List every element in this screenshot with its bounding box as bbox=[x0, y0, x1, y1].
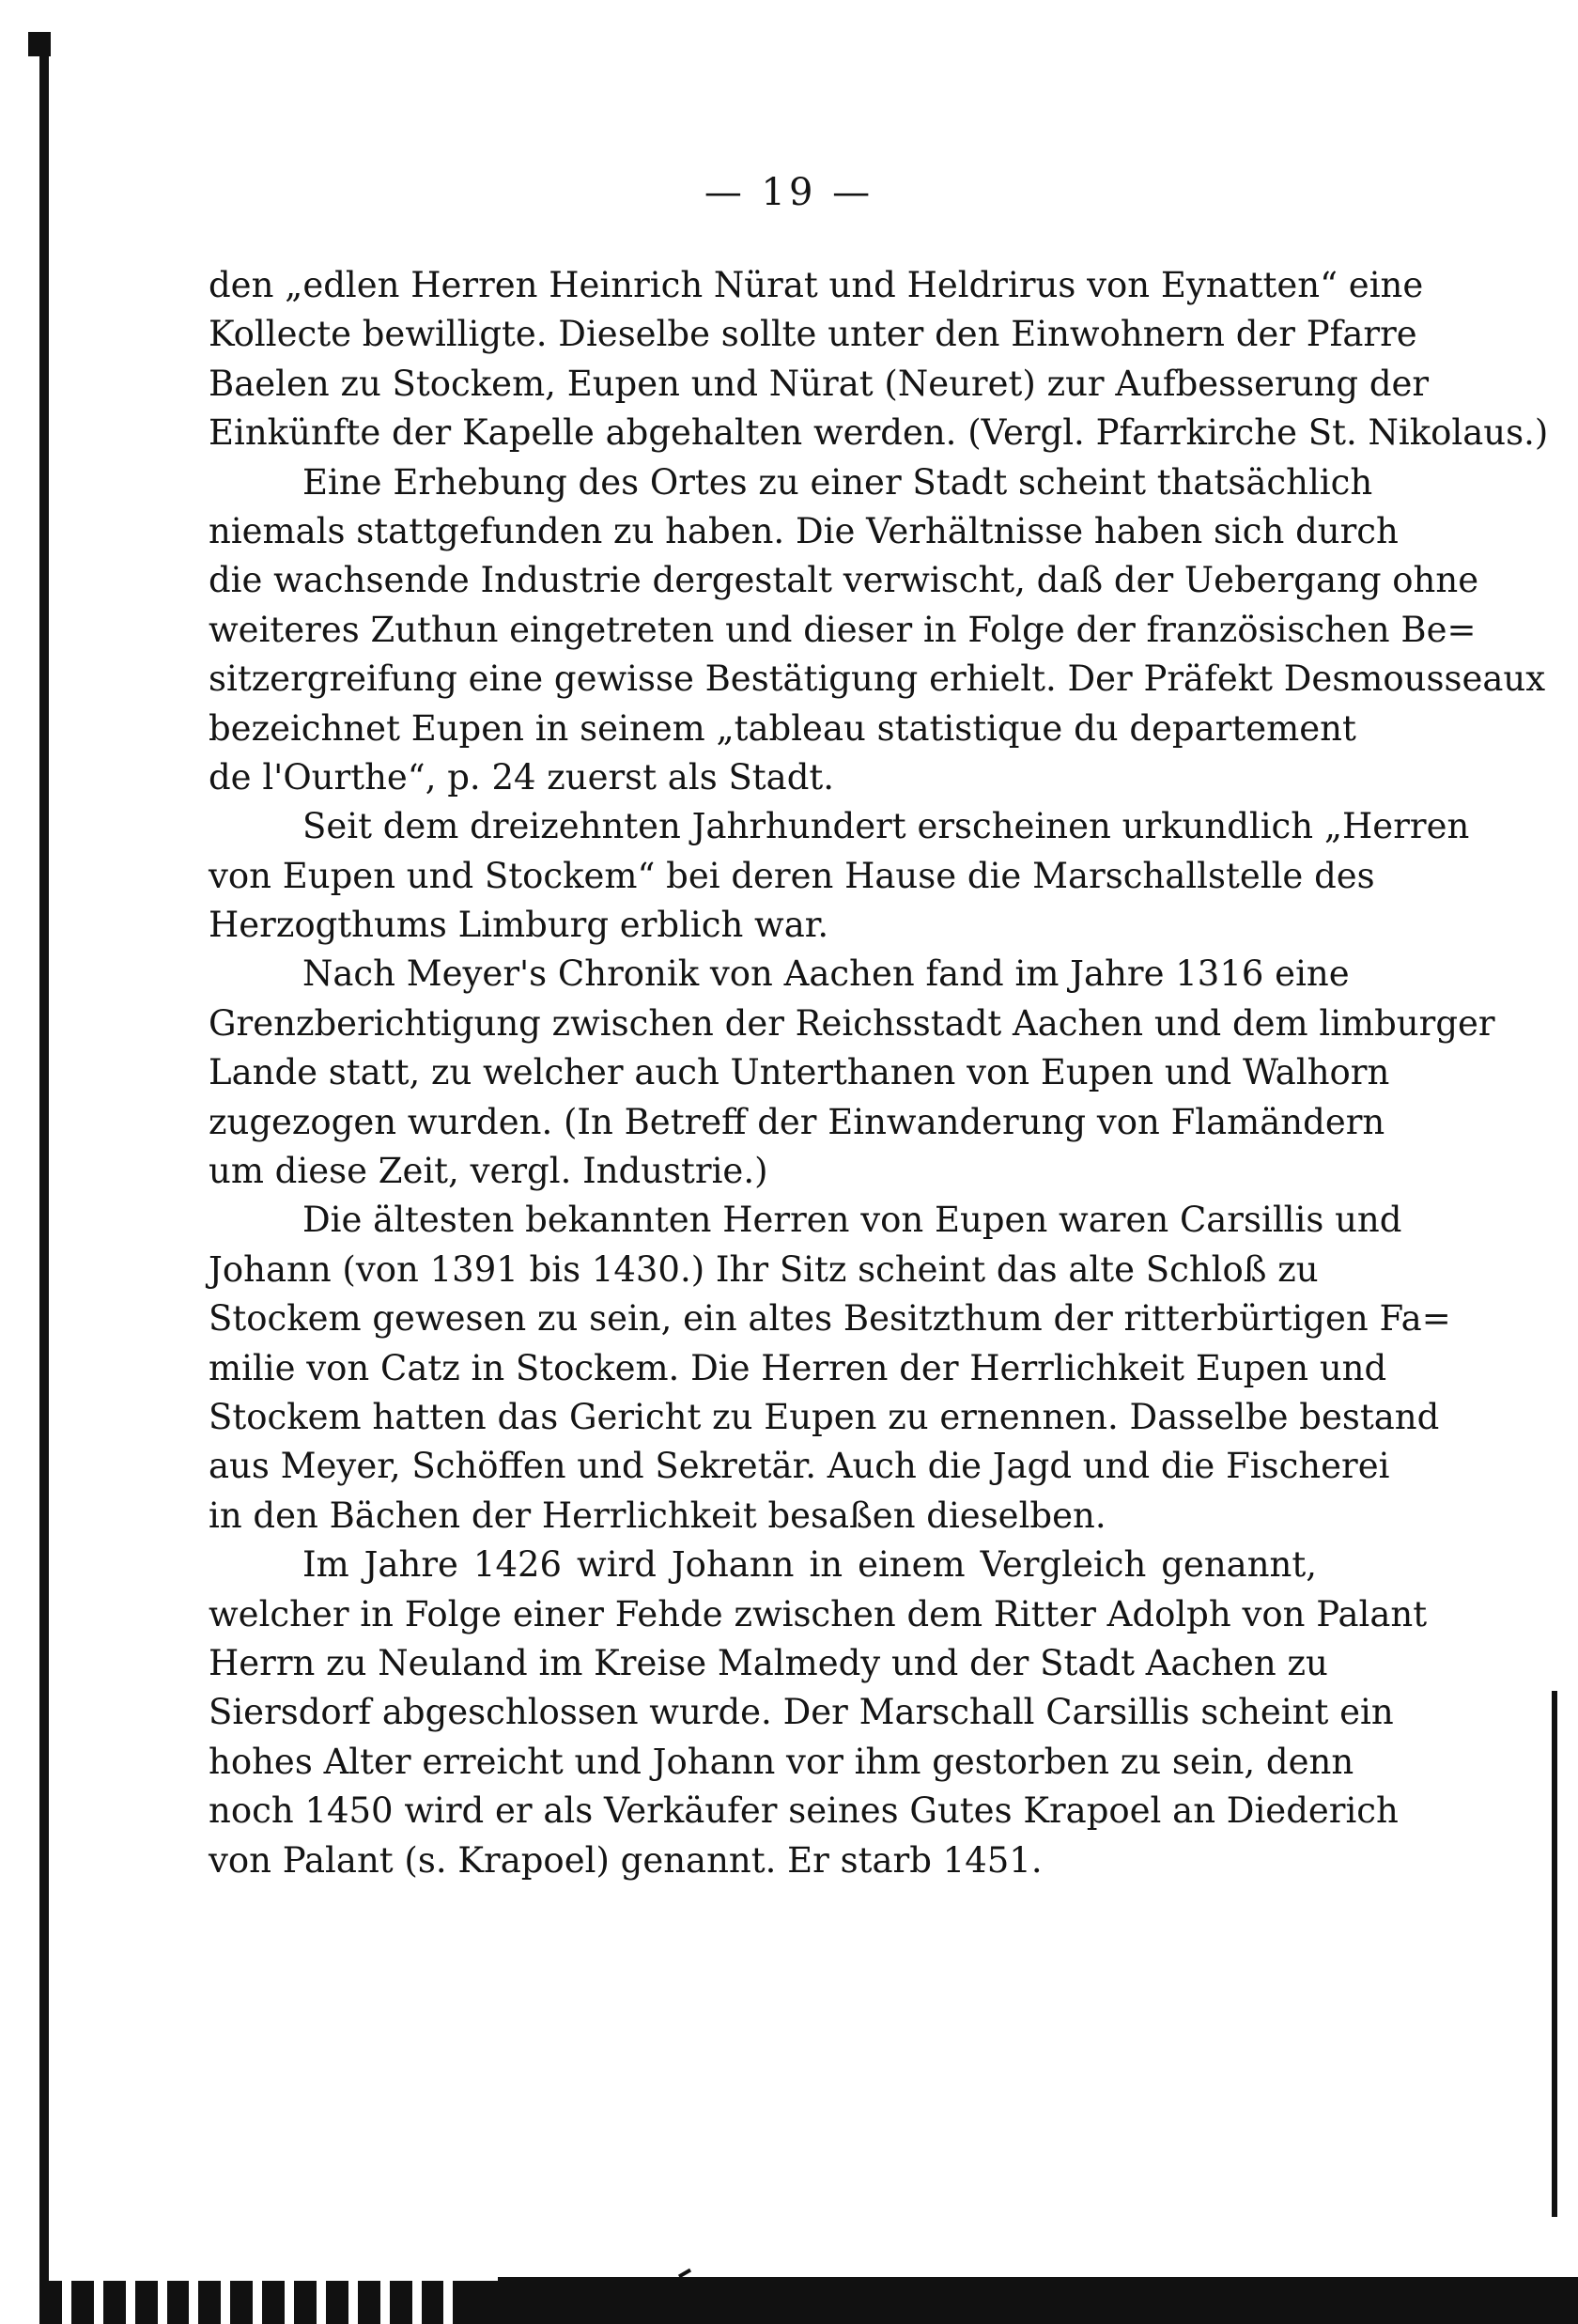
text-line: Die ältesten bekannten Herren von Eupen waren Carsillis und bbox=[302, 1200, 1402, 1241]
scan-right-border bbox=[1552, 1691, 1557, 2217]
text-line: Herzogthums Limburg erblich war. bbox=[209, 905, 829, 946]
text-line: hohes Alter erreicht und Johann vor ihm gestorben zu sein, denn bbox=[209, 1741, 1354, 1782]
text-line: Eine Erhebung des Ortes zu einer Stadt scheint thatsächlich bbox=[302, 461, 1373, 503]
scan-bottom-comb bbox=[39, 2281, 509, 2324]
text-line: von Palant (s. Krapoel) genannt. Er starb 1451. bbox=[209, 1839, 1043, 1881]
text-line: um diese Zeit, vergl. Industrie.) bbox=[209, 1151, 768, 1192]
text-line: Seit dem dreizehnten Jahrhundert erscheinen urkundlich „Herren bbox=[302, 806, 1470, 847]
text-line: in den Bächen der Herrlichkeit besaßen dieselben. bbox=[209, 1495, 1106, 1536]
text-line: Herrn zu Neuland im Kreise Malmedy und der Stadt Aachen zu bbox=[209, 1642, 1328, 1683]
text-line: Nach Meyer's Chronik von Aachen fand im Jahre 1316 eine bbox=[302, 953, 1350, 995]
scan-bottom-border bbox=[498, 2277, 1578, 2324]
text-line: Einkünfte der Kapelle abgehalten werden. (Vergl. Pfarrkirche St. Nikolaus.) bbox=[209, 412, 1549, 454]
text-line: sitzergreifung eine gewisse Bestätigung erhielt. Der Präfekt Desmousseaux bbox=[209, 658, 1546, 700]
text-line: zugezogen wurden. (In Betreff der Einwanderung von Flamändern bbox=[209, 1101, 1385, 1142]
text-line: Johann (von 1391 bis 1430.) Ihr Sitz scheint das alte Schloß zu bbox=[209, 1248, 1319, 1290]
text-line: die wachsende Industrie dergestalt verwischt, daß der Uebergang ohne bbox=[209, 560, 1479, 601]
text-line: Siersdorf abgeschlossen wurde. Der Marschall Carsillis scheint ein bbox=[209, 1692, 1394, 1733]
text-line: welcher in Folge einer Fehde zwischen dem Ritter Adolph von Palant bbox=[209, 1593, 1428, 1635]
text-line: Lande statt, zu welcher auch Unterthanen von Eupen und Walhorn bbox=[209, 1052, 1390, 1093]
scan-left-border bbox=[39, 38, 49, 2283]
text-line: bezeichnet Eupen in seinem „tableau statistique du departement bbox=[209, 707, 1356, 749]
text-line: Im Jahre 1426 wird Johann in einem Vergleich genannt, bbox=[302, 1544, 1317, 1586]
text-line: aus Meyer, Schöffen und Sekretär. Auch die Jagd und die Fischerei bbox=[209, 1446, 1390, 1487]
body-text bbox=[209, 261, 1549, 1885]
text-line: Kollecte bewilligte. Dieselbe sollte unter den Einwohnern der Pfarre bbox=[209, 314, 1417, 355]
text-line: Stockem gewesen zu sein, ein altes Besitzthum der ritterbürtigen Fa= bbox=[209, 1298, 1451, 1340]
text-line: Grenzberichtigung zwischen der Reichsstadt Aachen und dem limburger bbox=[209, 1002, 1495, 1044]
text-line: Stockem hatten das Gericht zu Eupen zu ernennen. Dasselbe bestand bbox=[209, 1396, 1440, 1437]
text-line: de l'Ourthe“, p. 24 zuerst als Stadt. bbox=[209, 756, 835, 798]
text-line: milie von Catz in Stockem. Die Herren der Herrlichkeit Eupen und bbox=[209, 1347, 1387, 1388]
text-line: Baelen zu Stockem, Eupen und Nürat (Neuret) zur Aufbesserung der bbox=[209, 363, 1430, 404]
text-line: weiteres Zuthun eingetreten und dieser in Folge der französischen Be= bbox=[209, 609, 1477, 650]
page-number: — 19 — bbox=[704, 171, 874, 214]
text-line: von Eupen und Stockem“ bei deren Hause die Marschallstelle des bbox=[209, 855, 1375, 896]
text-line: noch 1450 wird er als Verkäufer seines Gutes Krapoel an Diederich bbox=[209, 1790, 1399, 1832]
text-line: den „edlen Herren Heinrich Nürat und Heldrirus von Eynatten“ eine bbox=[209, 265, 1424, 305]
text-line: niemals stattgefunden zu haben. Die Verhältnisse haben sich durch bbox=[209, 510, 1399, 551]
scan-corner-mark bbox=[28, 32, 51, 56]
